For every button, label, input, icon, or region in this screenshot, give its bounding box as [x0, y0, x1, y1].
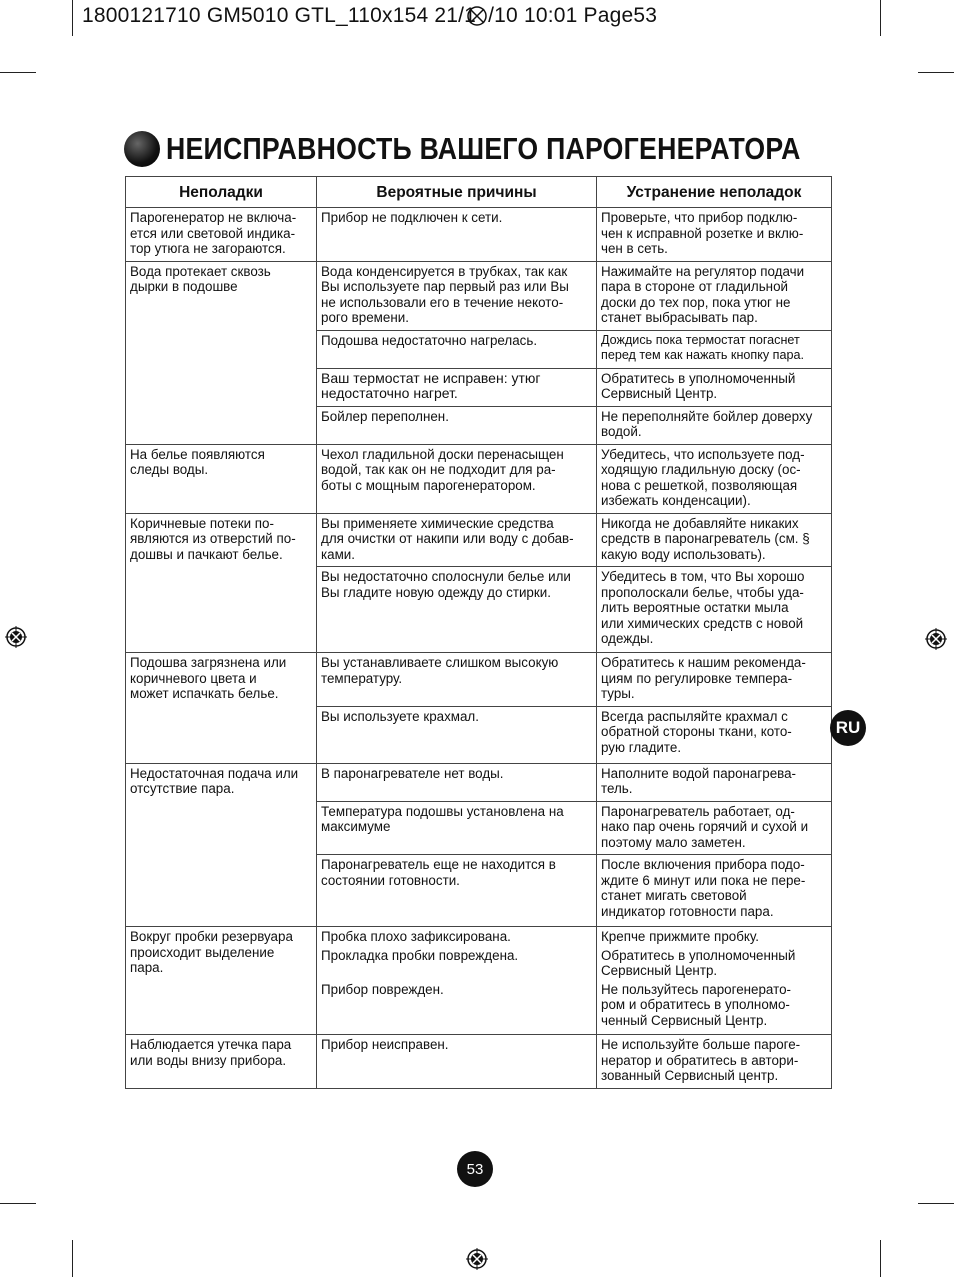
- cause-cell: Вы недостаточно сполоснули белье или Вы гладите новую одежду до стирки.: [317, 567, 597, 653]
- problem-cell: Наблюдается утечка пара или воды внизу прибора.: [126, 1035, 317, 1089]
- fix-cell: Никогда не добавляйте никаких средств в паронагреватель (см. § какую воду использовать).: [597, 513, 832, 567]
- crop-mark: [880, 0, 881, 36]
- column-header: Устранение неполадок: [597, 177, 832, 208]
- fix-cell: Наполните водой паронагрева- тель.: [597, 763, 832, 801]
- cause-line: Пробка плохо зафиксирована.: [321, 929, 511, 944]
- column-header: Неполадки: [126, 177, 317, 208]
- column-header: Вероятные причины: [317, 177, 597, 208]
- cause-cell: Вода конденсируется в трубках, так как Вы используете пар первый раз или Вы не использовали его в течение некото- рого времени.: [317, 261, 597, 330]
- fix-cell: Паронагреватель работает, од- нако пар очень горячий и сухой и поэтому мало заметен.: [597, 801, 832, 855]
- crop-mark: [0, 72, 36, 73]
- crop-mark: [72, 1240, 73, 1277]
- crop-mark: [918, 72, 954, 73]
- table-row: [126, 1035, 832, 1089]
- registration-mark-icon: [925, 628, 947, 650]
- crop-mark: [880, 1240, 881, 1277]
- cause-cell: [317, 927, 597, 1035]
- page-number: 53: [457, 1151, 493, 1187]
- problem-cell: Вода протекает сквозь дырки в подошве: [126, 261, 317, 444]
- bullet-icon: [124, 131, 160, 167]
- fix-line: Обратитесь в уполномоченный Сервисный Центр.: [601, 947, 796, 978]
- table-row: [126, 513, 832, 567]
- problem-cell: Недостаточная подача или отсутствие пара.: [126, 763, 317, 927]
- problem-cell: Вокруг пробки резервуара происходит выделение пара.: [126, 927, 317, 1035]
- cause-cell: Прибор неисправен.: [317, 1035, 597, 1089]
- cause-cell: Бойлер переполнен.: [317, 406, 597, 444]
- page-title: НЕИСПРАВНОСТЬ ВАШЕГО ПАРОГЕНЕРАТОРА: [166, 131, 801, 166]
- fix-cell: Обратитесь в уполномоченный Сервисный Центр.: [597, 368, 832, 406]
- table-row: [126, 763, 832, 801]
- cause-cell: В паронагревателе нет воды.: [317, 763, 597, 801]
- print-slug: 1800121710 GM5010 GTL_110x154 21/1 /10 10:01 Page53: [82, 4, 658, 27]
- cause-cell: Вы устанавливаете слишком высокую температуру.: [317, 653, 597, 707]
- cause-cell: Прибор не подключен к сети.: [317, 208, 597, 262]
- spacer: [321, 963, 593, 982]
- crop-mark: [0, 1203, 36, 1204]
- table-row: [126, 653, 832, 707]
- crop-mark: [918, 1203, 954, 1204]
- fix-cell: Не переполняйте бойлер доверху водой.: [597, 406, 832, 444]
- fix-cell: Проверьте, что прибор подклю- чен к исправной розетке и вклю- чен в сеть.: [597, 208, 832, 262]
- fix-cell: Всегда распыляйте крахмал с обратной стороны ткани, кото- рую гладите.: [597, 706, 832, 763]
- problem-cell: Подошва загрязнена или коричневого цвета и может испачкать белье.: [126, 653, 317, 764]
- fix-cell: Убедитесь, что используете под- ходящую гладильную доску (ос- нова с решеткой, позволяющая избежать конденсации).: [597, 444, 832, 513]
- fix-line: Крепче прижмите пробку.: [601, 929, 759, 944]
- cause-line: Прибор поврежден.: [321, 982, 444, 997]
- registration-mark-icon: [466, 1248, 488, 1270]
- cause-line: Прокладка пробки повреждена.: [321, 947, 519, 963]
- table-row: [126, 444, 832, 513]
- cause-cell: Температура подошвы установлена на максимуме: [317, 801, 597, 855]
- page-title-block: [124, 128, 904, 170]
- fix-cell: Не используйте больше пароге- нератор и обратитесь в автори- зованный Сервисный центр.: [597, 1035, 832, 1089]
- problem-cell: Коричневые потеки по- являются из отверстий по- дошвы и пачкают белье.: [126, 513, 317, 653]
- fix-cell: После включения прибора подо- ждите 6 минут или пока не пере- станет мигать световой индикатор готовности пара.: [597, 855, 832, 927]
- table-row: [126, 208, 832, 262]
- table-header-row: [126, 177, 832, 208]
- fix-cell: Обратитесь к нашим рекоменда- циям по регулировке темпера- туры.: [597, 653, 832, 707]
- fix-cell: [597, 927, 832, 1035]
- cause-cell: Ваш термостат не исправен: утюг недостаточно нагрет.: [317, 368, 597, 406]
- problem-cell: На белье появляются следы воды.: [126, 444, 317, 513]
- cause-cell: Подошва недостаточно нагрелась.: [317, 330, 597, 368]
- cause-cell: Паронагреватель еще не находится в состоянии готовности.: [317, 855, 597, 927]
- cause-cell: Вы используете крахмал.: [317, 706, 597, 763]
- fix-cell: Нажимайте на регулятор подачи пара в стороне от гладильной доски до тех пор, пока утюг не станет выбрасывать пар.: [597, 261, 832, 330]
- crop-mark: [72, 0, 73, 36]
- fix-cell: Дождись пока термостат погаснет перед тем как нажать кнопку пара.: [597, 330, 832, 368]
- registration-mark-icon: [5, 626, 27, 648]
- fix-line: Не пользуйтесь парогенерато- ром и обратитесь в уполномо- ченный Сервисный Центр.: [601, 981, 791, 1028]
- cause-cell: Вы применяете химические средства для очистки от накипи или воду с добав- ками.: [317, 513, 597, 567]
- language-badge: RU: [830, 710, 866, 746]
- troubleshooting-table: [125, 176, 832, 1089]
- fix-cell: Убедитесь в том, что Вы хорошо прополоскали белье, чтобы уда- лить вероятные остатки мыла или химических средств с новой одежды.: [597, 567, 832, 653]
- problem-cell: Парогенератор не включа- ется или световой индика- тор утюга не загораются.: [126, 208, 317, 262]
- cause-cell: Чехол гладильной доски перенасыщен водой, так как он не подходит для ра- боты с мощным парогенератором.: [317, 444, 597, 513]
- table-row: [126, 927, 832, 1035]
- table-row: [126, 261, 832, 330]
